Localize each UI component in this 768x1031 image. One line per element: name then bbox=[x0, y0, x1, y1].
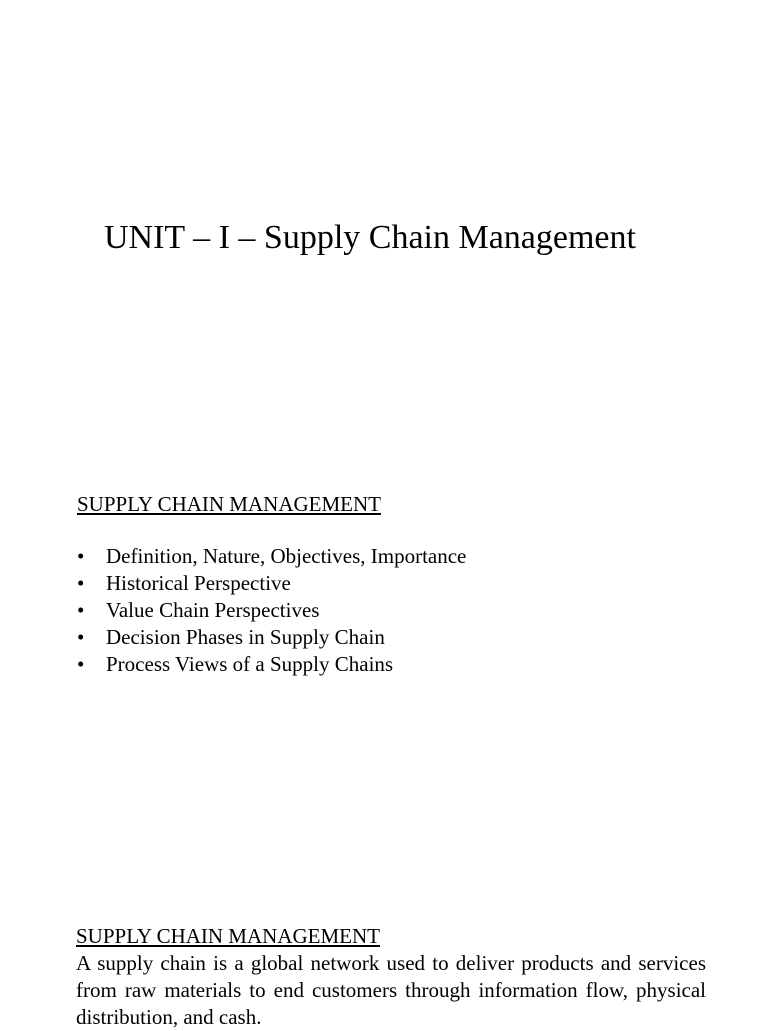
list-item-text: Process Views of a Supply Chains bbox=[106, 652, 394, 676]
section-heading: SUPPLY CHAIN MANAGEMENT bbox=[76, 924, 380, 948]
list-item-text: Value Chain Perspectives bbox=[106, 598, 320, 622]
list-item bbox=[77, 597, 466, 624]
section-heading: SUPPLY CHAIN MANAGEMENT bbox=[77, 492, 381, 516]
list-item bbox=[77, 624, 466, 651]
bullet-icon: • bbox=[77, 598, 85, 622]
bullet-icon: • bbox=[77, 652, 85, 676]
list-item-text: Historical Perspective bbox=[106, 571, 291, 595]
list-item-text: Definition, Nature, Objectives, Importance bbox=[106, 544, 467, 568]
list-item bbox=[77, 543, 466, 570]
bullet-icon: • bbox=[77, 571, 85, 595]
topic-list bbox=[77, 543, 466, 678]
list-item bbox=[77, 651, 466, 678]
list-item bbox=[77, 570, 466, 597]
bullet-icon: • bbox=[77, 625, 85, 649]
unit-title: UNIT – I – Supply Chain Management bbox=[104, 219, 636, 256]
bullet-icon: • bbox=[77, 544, 85, 568]
definition-paragraph: A supply chain is a global network used to deliver products and services from raw materials to end customers through information flow, physical distribution, and cash. bbox=[76, 951, 706, 1029]
list-item-text: Decision Phases in Supply Chain bbox=[106, 625, 385, 649]
